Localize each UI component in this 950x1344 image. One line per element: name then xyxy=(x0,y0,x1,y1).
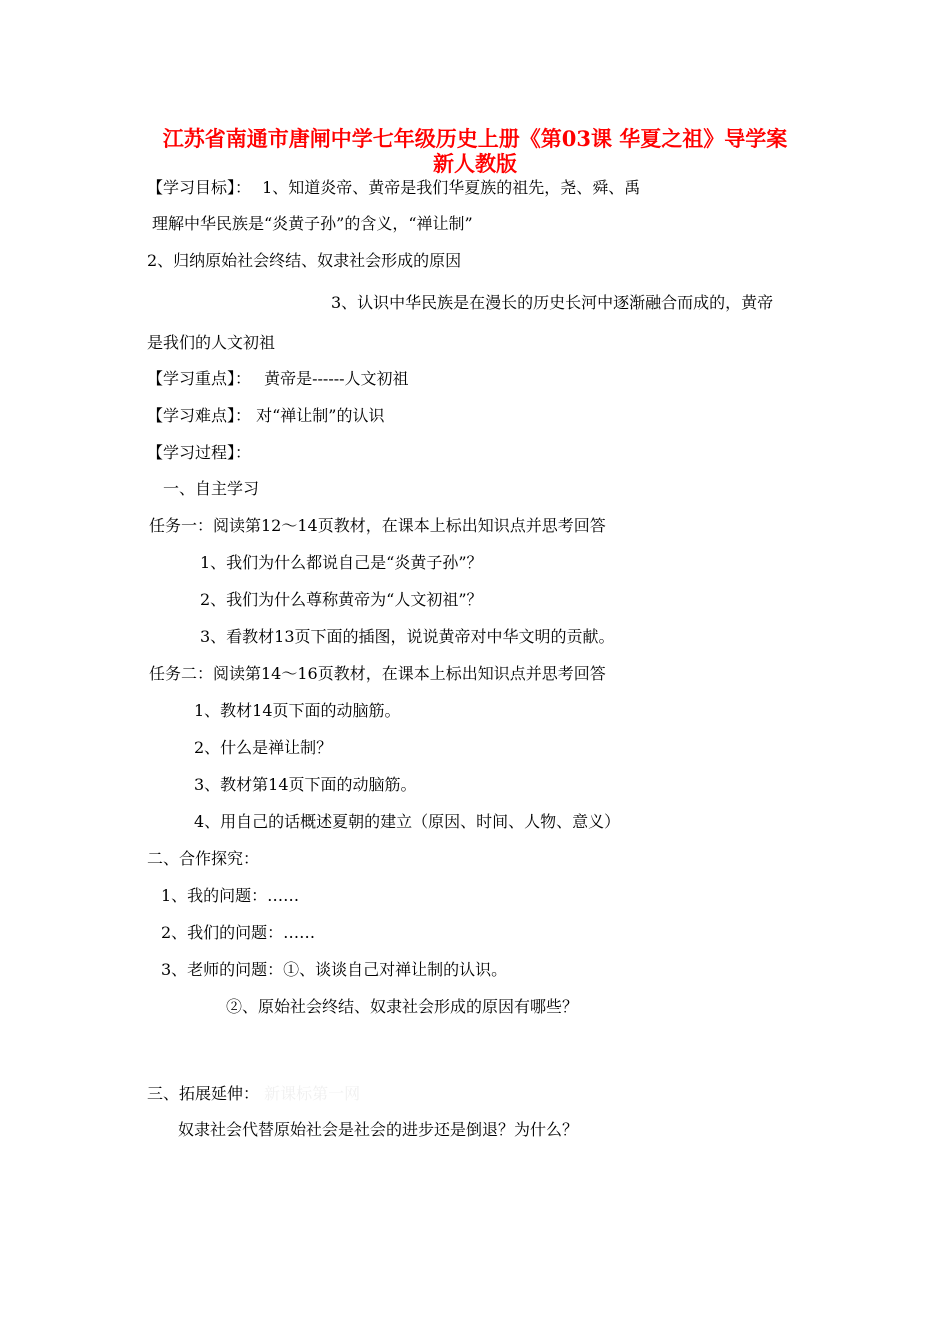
section-1-heading: 一、自主学习 xyxy=(163,479,260,498)
watermark-text: 新课标第一网 xyxy=(264,1084,361,1103)
task-2-heading: 任务二：阅读第14～16页教材，在课本上标出知识点并思考回答 xyxy=(149,664,606,683)
section-3-question: 奴隶社会代替原始社会是社会的进步还是倒退？为什么？ xyxy=(178,1120,579,1139)
key-point-line xyxy=(147,369,409,389)
section-2-question-3b: ②、原始社会终结、奴隶社会形成的原因有哪些？ xyxy=(226,997,579,1016)
learning-goal-3: 3、认识中华民族是在漫长的历史长河中逐渐融合而成的，黄帝 xyxy=(331,293,774,312)
learning-goals-heading: 【学习目标】： xyxy=(147,178,252,197)
key-point-heading: 【学习重点】： xyxy=(147,369,252,388)
task-2-question-3: 3、教材第14页下面的动脑筋。 xyxy=(194,775,417,794)
task-2-question-2: 2、什么是禅让制？ xyxy=(194,738,333,757)
section-2-question-3: 3、老师的问题：①、谈谈自己对禅让制的认识。 xyxy=(161,960,508,979)
difficulty-text: 对“禅让制”的认识 xyxy=(256,406,385,425)
difficulty-line xyxy=(147,406,384,426)
document-title-line2: 新人教版 xyxy=(433,151,517,176)
key-point-text: 黄帝是------人文初祖 xyxy=(264,369,409,388)
task-1-question-3: 3、看教材13页下面的插图，说说黄帝对中华文明的贡献。 xyxy=(200,627,615,646)
section-2-heading: 二、合作探究： xyxy=(147,849,260,868)
section-2-question-2: 2、我们的问题：…… xyxy=(161,923,316,942)
task-2-question-4: 4、用自己的话概述夏朝的建立（原因、时间、人物、意义） xyxy=(194,812,621,831)
process-heading: 【学习过程】： xyxy=(147,443,252,462)
difficulty-heading: 【学习难点】： xyxy=(147,406,252,425)
learning-goal-1-cont: 理解中华民族是“炎黄子孙”的含义，“禅让制” xyxy=(152,214,473,233)
learning-goal-3-cont: 是我们的人文初祖 xyxy=(147,333,276,352)
learning-goal-2: 2、归纳原始社会终结、奴隶社会形成的原因 xyxy=(147,251,462,270)
learning-goals-line1 xyxy=(147,178,640,198)
section-3-heading: 三、拓展延伸： xyxy=(147,1084,260,1103)
task-1-heading: 任务一：阅读第12～14页教材，在课本上标出知识点并思考回答 xyxy=(149,516,606,535)
section-3-heading-line xyxy=(147,1084,360,1104)
task-1-question-1: 1、我们为什么都说自己是“炎黄子孙”？ xyxy=(200,553,483,572)
learning-goal-1: 1、知道炎帝、黄帝是我们华夏族的祖先，尧、舜、禹 xyxy=(262,178,641,197)
task-2-question-1: 1、教材14页下面的动脑筋。 xyxy=(194,701,401,720)
document-title-line1: 江苏省南通市唐闸中学七年级历史上册《第03课 华夏之祖》导学案 xyxy=(162,126,788,151)
task-1-question-2: 2、我们为什么尊称黄帝为“人文初祖”？ xyxy=(200,590,483,609)
section-2-question-1: 1、我的问题：…… xyxy=(161,886,300,905)
